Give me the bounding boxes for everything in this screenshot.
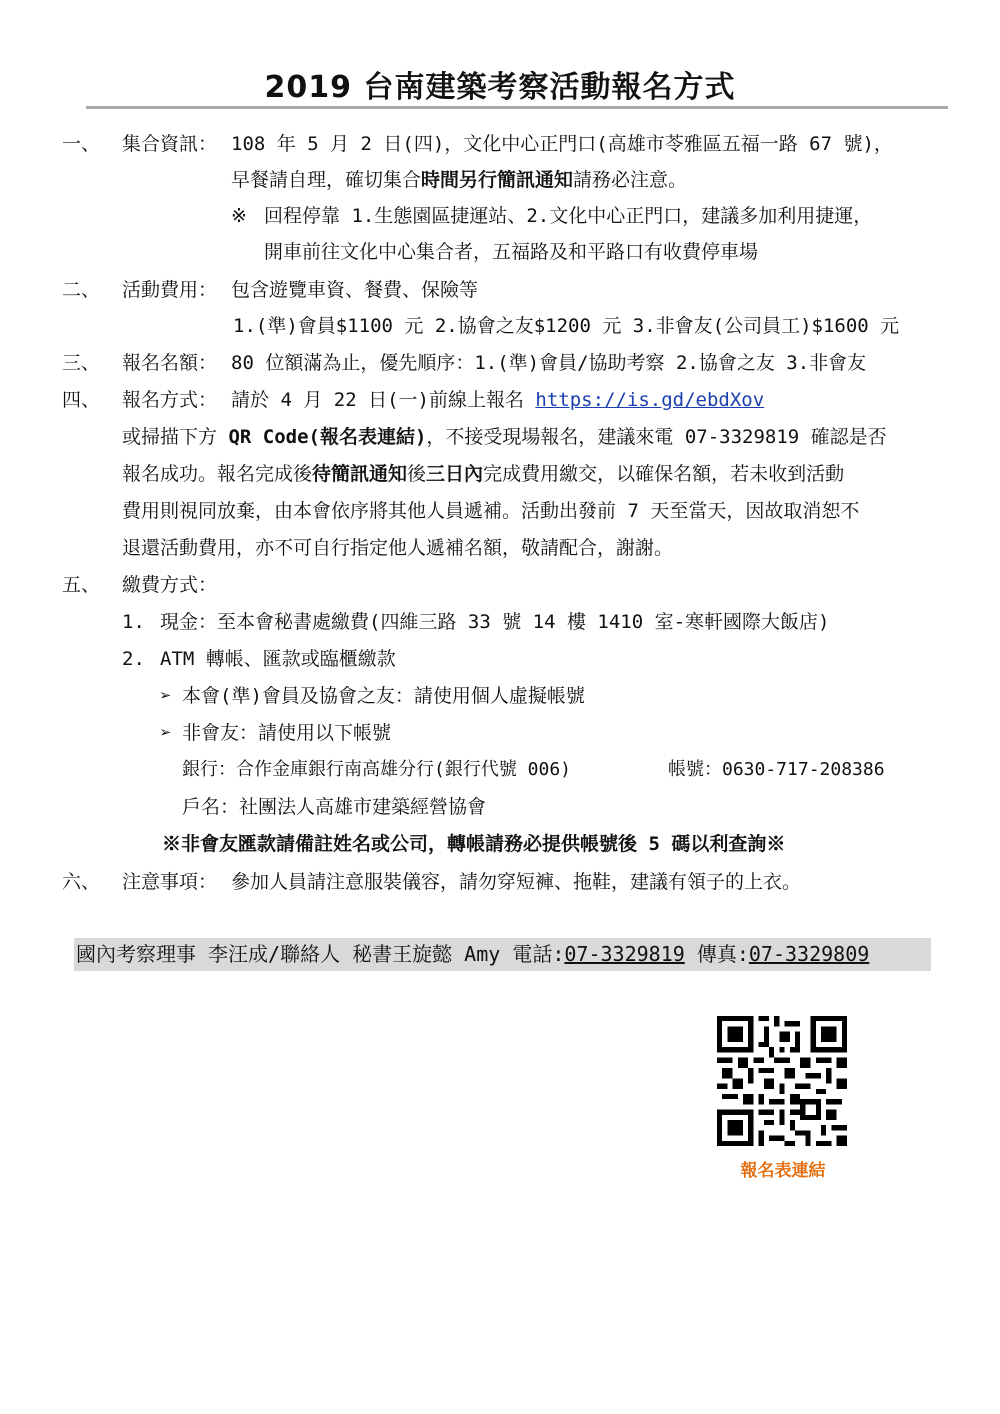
section-5-label: 繳費方式： bbox=[122, 574, 218, 596]
remittance-notice: ※非會友匯款請備註姓名或公司，轉帳請務必提供帳號後 5 碼以利查詢※ bbox=[162, 833, 786, 855]
section-5-bullet1: 本會(準)會員及協會之友：請使用個人虛擬帳號 bbox=[182, 685, 585, 707]
section-4-line2: 或掃描下方 QR Code(報名表連結)，不接受現場報名，建議來電 07-3329819 確認是否 bbox=[122, 426, 887, 448]
section-4-line3: 報名成功。報名完成後待簡訊通知後三日內完成費用繳交，以確保名額，若未收到活動 bbox=[122, 463, 845, 485]
account-number: 帳號：0630-717-208386 bbox=[668, 759, 885, 780]
section-2-line1: 包含遊覽車資、餐費、保險等 bbox=[231, 279, 479, 301]
section-2-label: 活動費用： bbox=[122, 279, 218, 301]
section-3-label: 報名名額： bbox=[122, 352, 218, 374]
bank-info: 銀行：合作金庫銀行南高雄分行(銀行代號 006) bbox=[182, 759, 572, 780]
contact-phone[interactable]: 07-3329819 bbox=[564, 942, 685, 966]
contact-bar: 國內考察理事 李汪成/聯絡人 秘書王旋懿 Amy 電話:07-3329819 傳真:07-3329809 bbox=[74, 938, 931, 971]
section-1-note-line1: 回程停靠 1.生態園區捷運站、2.文化中心正門口，建議多加利用捷運， bbox=[264, 205, 873, 227]
section-2-number: 二、 bbox=[62, 279, 101, 301]
section-1-line2: 早餐請自理，確切集合時間另行簡訊通知請務必注意。 bbox=[231, 169, 688, 191]
section-4-line4: 費用則視同放棄，由本會依序將其他人員遞補。活動出發前 7 天至當天，因故取消恕不 bbox=[122, 500, 860, 522]
qr-caption: 報名表連結 bbox=[740, 1161, 826, 1181]
section-3-line1: 80 位額滿為止，優先順序：1.(準)會員/協助考察 2.協會之友 3.非會友 bbox=[231, 352, 867, 374]
section-1-number: 一、 bbox=[62, 133, 101, 155]
page-title: 2019 台南建築考察活動報名方式 bbox=[264, 70, 736, 105]
section-1-note-line2: 開車前往文化中心集合者，五福路及和平路口有收費停車場 bbox=[264, 241, 759, 263]
section-1-line1: 108 年 5 月 2 日(四)，文化中心正門口(高雄市苓雅區五福一路 67 號)， bbox=[231, 133, 893, 155]
section-5-item2: ATM 轉帳、匯款或臨櫃繳款 bbox=[160, 648, 396, 670]
registration-link[interactable]: https://is.gd/ebdXov bbox=[535, 389, 765, 411]
section-4-line5: 退還活動費用，亦不可自行指定他人遞補名額，敬請配合，謝謝。 bbox=[122, 537, 674, 559]
section-5-number: 五、 bbox=[62, 574, 101, 596]
qr-code-icon[interactable] bbox=[717, 1016, 847, 1146]
section-6-label: 注意事項： bbox=[122, 871, 218, 893]
section-4-line1: 請於 4 月 22 日(一)前線上報名 https://is.gd/ebdXov bbox=[231, 389, 765, 411]
section-1-label: 集合資訊： bbox=[122, 133, 218, 155]
section-1-note-mark: ※ bbox=[231, 205, 247, 227]
section-6-number: 六、 bbox=[62, 871, 101, 893]
section-4-number: 四、 bbox=[62, 389, 101, 411]
section-2-fees: 1.(準)會員$1100 元 2.協會之友$1200 元 3.非會友(公司員工)$1600 元 bbox=[233, 315, 900, 337]
arrow-bullet-icon: ➢ bbox=[160, 722, 172, 744]
section-5-item1-number: 1. bbox=[122, 611, 145, 633]
section-4-label: 報名方式： bbox=[122, 389, 218, 411]
section-5-item1: 現金：至本會秘書處繳費(四維三路 33 號 14 樓 1410 室-寒軒國際大飯店) bbox=[160, 611, 830, 633]
section-5-bullet2: 非會友：請使用以下帳號 bbox=[182, 722, 392, 744]
contact-fax[interactable]: 07-3329809 bbox=[748, 942, 870, 966]
section-3-number: 三、 bbox=[62, 352, 101, 374]
account-holder: 戶名：社團法人高雄市建築經營協會 bbox=[182, 796, 487, 818]
section-5-item2-number: 2. bbox=[122, 648, 145, 670]
arrow-bullet-icon: ➢ bbox=[160, 685, 172, 707]
title-divider bbox=[86, 106, 948, 109]
section-6-line1: 參加人員請注意服裝儀容，請勿穿短褲、拖鞋，建議有領子的上衣。 bbox=[231, 871, 802, 893]
